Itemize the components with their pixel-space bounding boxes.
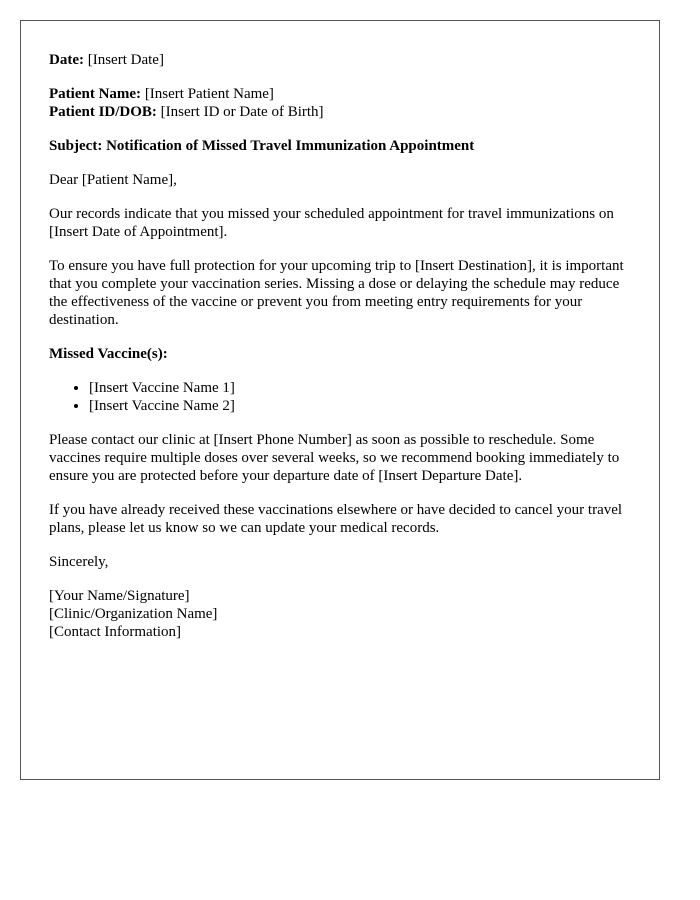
date-label: Date: [49,52,84,68]
salutation: Dear [Patient Name], [49,172,177,188]
date-line [49,51,631,69]
date-value: [Insert Date] [87,52,164,68]
missed-vaccines-heading: Missed Vaccine(s): [49,346,168,362]
signature-contact: [Contact Information] [49,624,182,640]
paragraph-protection: To ensure you have full protection for your upcoming trip to [Insert Destination], it is important that you complete your vaccination series. Missing a dose or delaying the schedule may reduce the effectiveness of the vaccine or prevent you from meeting entry requirements for your destination. [49,258,624,328]
paragraph-already-received: If you have already received these vaccinations elsewhere or have decided to cancel your travel plans, please let us know so we can update your medical records. [49,502,623,536]
signature-block [49,587,631,641]
list-item: • [Insert Vaccine Name 1] [89,379,631,397]
missed-vaccines-list [49,379,631,415]
patient-name-line [49,85,631,103]
patient-id-line [49,103,631,121]
patient-id-value: [Insert ID or Date of Birth] [160,104,324,120]
list-item: • [Insert Vaccine Name 2] [89,397,631,415]
patient-name-value: [Insert Patient Name] [144,86,274,102]
patient-id-label: Patient ID/DOB: [49,104,157,120]
signature-name: [Your Name/Signature] [49,588,190,604]
patient-name-label: Patient Name: [49,86,142,102]
paragraph-missed-appointment: Our records indicate that you missed your scheduled appointment for travel immunizations on [Insert Date of Appointment]. [49,206,614,240]
signature-organization: [Clinic/Organization Name] [49,606,218,622]
subject-line: Subject: Notification of Missed Travel Immunization Appointment [49,138,475,154]
paragraph-reschedule: Please contact our clinic at [Insert Phone Number] as soon as possible to reschedule. Some vaccines require multiple doses over several weeks, so we recommend booking immediately to ensure you are protected before your departure date of [Insert Departure Date]. [49,432,620,484]
letter-document [20,20,660,780]
closing: Sincerely, [49,554,109,570]
patient-info [49,85,631,121]
